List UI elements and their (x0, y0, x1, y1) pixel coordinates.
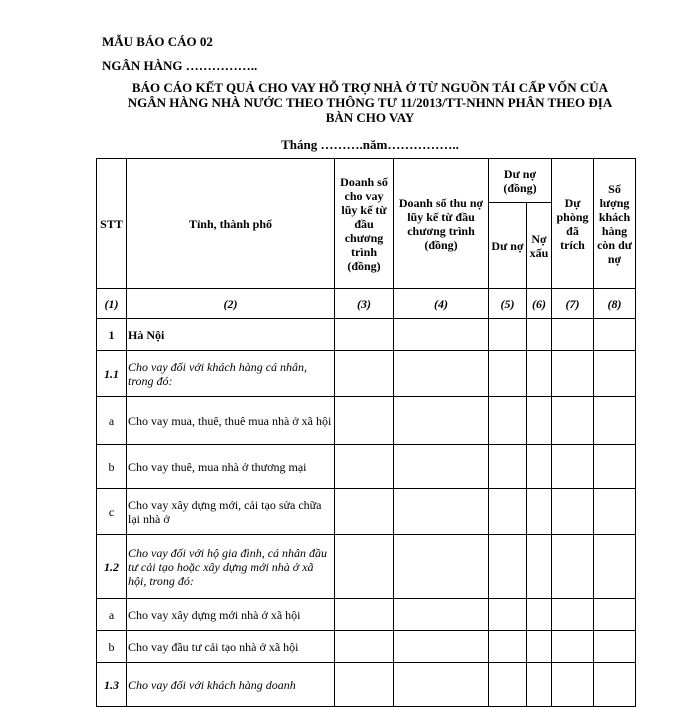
table-row (97, 351, 636, 397)
row-label: Cho vay thuê, mua nhà ở thương mại (127, 445, 335, 489)
row-label: Cho vay đối với khách hàng doanh (127, 663, 335, 707)
title-line-3: BÀN CHO VAY (325, 110, 415, 125)
row-label: Cho vay xây dựng mới nhà ở xã hội (127, 599, 335, 631)
row-label: Hà Nội (127, 319, 335, 351)
row-label: Cho vay đối với hộ gia đình, cá nhân đầu tư cải tạo hoặc xây dựng mới nhà ở xã hội, trong đó: (127, 535, 335, 599)
col-index-3: (3) (335, 289, 394, 319)
row-label: Cho vay đầu tư cải tạo nhà ở xã hội (127, 631, 335, 663)
col-index-6: (6) (527, 289, 552, 319)
row-label: Cho vay xây dựng mới, cải tạo sửa chữa lại nhà ở (127, 489, 335, 535)
row-stt: 1 (97, 319, 127, 351)
row-stt: a (97, 599, 127, 631)
header-customers: Số lượng khách hàng còn dư nợ (594, 159, 636, 289)
form-label: MẪU BÁO CÁO 02 (102, 34, 213, 49)
bank-label: NGÂN HÀNG …………….. (102, 58, 258, 73)
row-stt: 1.2 (97, 535, 127, 599)
col-index-4: (4) (394, 289, 489, 319)
col-index-1: (1) (97, 289, 127, 319)
table-row (97, 599, 636, 631)
row-label: Cho vay mua, thuê, thuê mua nhà ở xã hội (127, 397, 335, 445)
row-label: Cho vay đối với khách hàng cá nhân, trong đó: (127, 351, 335, 397)
report-title (96, 80, 644, 125)
table-row (97, 489, 636, 535)
col-index-5: (5) (489, 289, 527, 319)
row-stt: b (97, 631, 127, 663)
header-provision: Dự phòng đã trích (552, 159, 594, 289)
row-stt: 1.3 (97, 663, 127, 707)
row-stt: 1.1 (97, 351, 127, 397)
header-province: Tỉnh, thành phố (127, 159, 335, 289)
col-index-8: (8) (594, 289, 636, 319)
table-row (97, 535, 636, 599)
col-index-2: (2) (127, 289, 335, 319)
header-outstanding: Dư nợ (đồng) (489, 159, 552, 203)
row-stt: a (97, 397, 127, 445)
header-collected: Doanh số thu nợ lũy kế từ đầu chương trình (đồng) (394, 159, 489, 289)
column-index-row (97, 289, 636, 319)
table-row (97, 397, 636, 445)
title-line-1: BÁO CÁO KẾT QUẢ CHO VAY HỖ TRỢ NHÀ Ở TỪ NGUỒN TÁI CẤP VỐN CỦA (131, 80, 609, 95)
table-row (97, 319, 636, 351)
title-line-2: NGÂN HÀNG NHÀ NƯỚC THEO THÔNG TƯ 11/2013/TT-NHNN PHÂN THEO ĐỊA (127, 95, 613, 110)
table-row (97, 445, 636, 489)
row-stt: b (97, 445, 127, 489)
report-period: Tháng ……….năm…………….. (281, 137, 459, 152)
header-bad-debt: Nợ xấu (527, 203, 552, 289)
table-row (97, 631, 636, 663)
row-stt: c (97, 489, 127, 535)
header-stt: STT (97, 159, 127, 289)
header-row-1 (97, 159, 636, 203)
header-outstanding-total: Dư nợ (489, 203, 527, 289)
header-disbursed: Doanh số cho vay lũy kế từ đầu chương trình (đồng) (335, 159, 394, 289)
report-table (96, 158, 636, 707)
col-index-7: (7) (552, 289, 594, 319)
